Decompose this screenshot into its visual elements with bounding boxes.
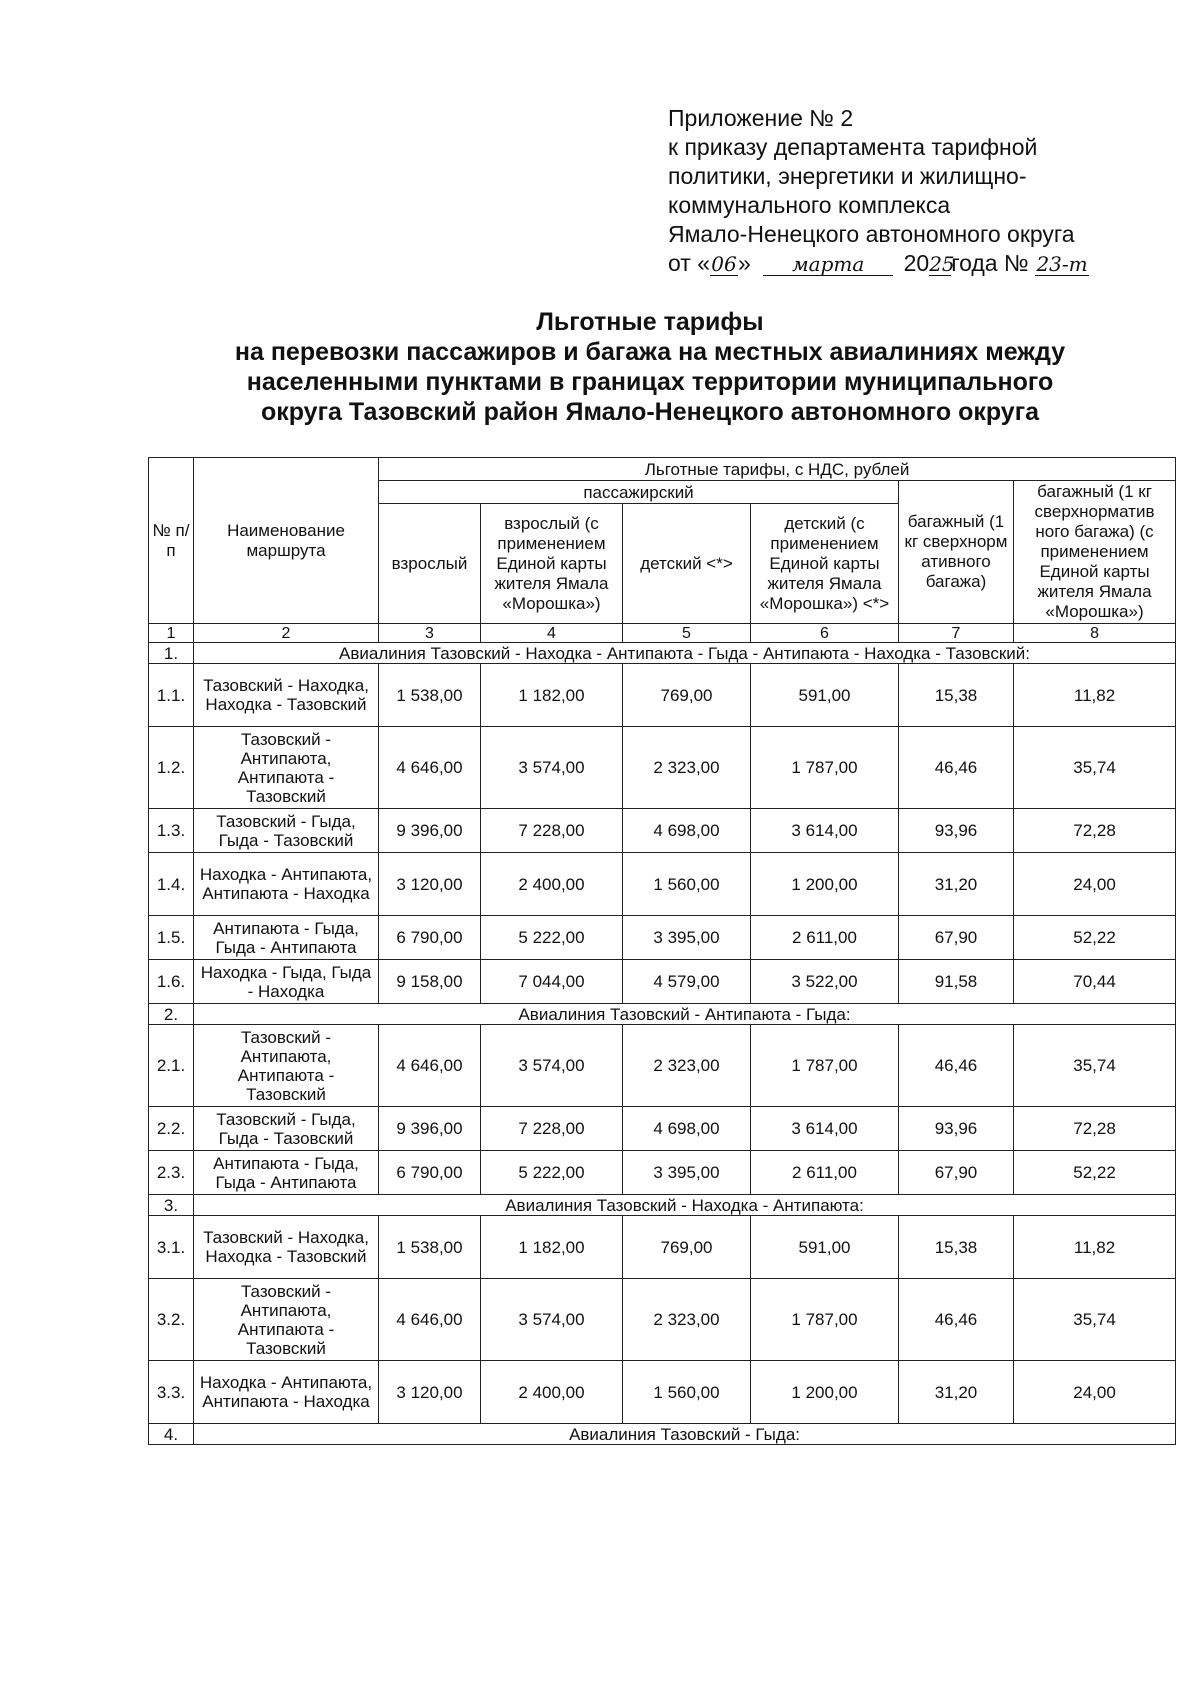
tariff-value: 35,74 xyxy=(1014,1279,1176,1361)
section-index: 4. xyxy=(149,1424,194,1445)
tariff-value: 52,22 xyxy=(1014,1151,1176,1195)
handwritten-day: 06 xyxy=(711,252,737,276)
table-row xyxy=(149,1025,1176,1107)
document-title xyxy=(150,307,1150,427)
tariff-value: 1 787,00 xyxy=(751,727,899,809)
year-prefix: 20 xyxy=(903,250,930,276)
row-index: 2.3. xyxy=(149,1151,194,1195)
tariff-value: 769,00 xyxy=(623,1216,751,1279)
tariff-value: 11,82 xyxy=(1014,1216,1176,1279)
tariff-value: 1 538,00 xyxy=(379,664,481,727)
tariff-value: 91,58 xyxy=(899,960,1014,1004)
section-name: Авиалиния Тазовский - Находка - Антипаюта - Гыда - Антипаюта - Находка - Тазовский: xyxy=(194,643,1176,664)
column-number: 5 xyxy=(623,624,751,643)
appendix-line: коммунального комплекса xyxy=(668,192,951,218)
title-line: населенными пунктами в границах территории муниципального xyxy=(246,368,1054,396)
order-label: года № xyxy=(951,250,1029,276)
route-name: Тазовский - Антипаюта, Антипаюта - Тазовский xyxy=(194,1025,379,1107)
route-name: Тазовский - Антипаюта, Антипаюта - Тазовский xyxy=(194,727,379,809)
tariff-value: 15,38 xyxy=(899,1216,1014,1279)
title-line: на перевозки пассажиров и багажа на местных авиалиниях между xyxy=(234,338,1066,366)
header-tariffs-group: Льготные тарифы, с НДС, рублей xyxy=(379,458,1176,481)
section-index: 1. xyxy=(149,643,194,664)
table-row xyxy=(149,1107,1176,1151)
row-index: 1.2. xyxy=(149,727,194,809)
tariff-value: 93,96 xyxy=(899,809,1014,853)
route-name: Находка - Антипаюта, Антипаюта - Находка xyxy=(194,1361,379,1424)
tariff-value: 1 560,00 xyxy=(623,853,751,916)
table-row xyxy=(149,664,1176,727)
tariff-value: 46,46 xyxy=(899,727,1014,809)
tariff-value: 31,20 xyxy=(899,1361,1014,1424)
tariff-value: 11,82 xyxy=(1014,664,1176,727)
tariff-value: 3 522,00 xyxy=(751,960,899,1004)
row-index: 2.1. xyxy=(149,1025,194,1107)
tariff-value: 3 395,00 xyxy=(623,1151,751,1195)
tariff-value: 4 698,00 xyxy=(623,1107,751,1151)
tariff-value: 31,20 xyxy=(899,853,1014,916)
title-line: Льготные тарифы xyxy=(536,308,764,336)
tariff-value: 3 120,00 xyxy=(379,1361,481,1424)
route-name: Тазовский - Антипаюта, Антипаюта - Тазовский xyxy=(194,1279,379,1361)
title-line: округа Тазовский район Ямало-Ненецкого автономного округа xyxy=(260,398,1040,426)
tariff-value: 9 396,00 xyxy=(379,1107,481,1151)
tariffs-table xyxy=(148,457,1176,1445)
table-row xyxy=(149,809,1176,853)
tariff-value: 2 323,00 xyxy=(623,727,751,809)
header-col8: багажный (1 кг сверхнорматив ного багажа) (с применением Единой карты жителя Ямала «Морошка») xyxy=(1014,481,1176,624)
tariff-value: 24,00 xyxy=(1014,1361,1176,1424)
row-index: 3.3. xyxy=(149,1361,194,1424)
route-name: Находка - Антипаюта, Антипаюта - Находка xyxy=(194,853,379,916)
tariff-value: 4 579,00 xyxy=(623,960,751,1004)
column-number: 2 xyxy=(194,624,379,643)
table-row xyxy=(149,916,1176,960)
section-row xyxy=(149,1195,1176,1216)
tariff-value: 1 182,00 xyxy=(481,664,623,727)
tariff-value: 9 158,00 xyxy=(379,960,481,1004)
tariff-value: 93,96 xyxy=(899,1107,1014,1151)
tariff-value: 1 560,00 xyxy=(623,1361,751,1424)
tariff-value: 5 222,00 xyxy=(481,916,623,960)
tariff-value: 67,90 xyxy=(899,1151,1014,1195)
column-number: 7 xyxy=(899,624,1014,643)
tariff-value: 5 222,00 xyxy=(481,1151,623,1195)
date-mid: » xyxy=(738,250,751,276)
appendix-line: Приложение № 2 xyxy=(668,105,854,131)
tariff-value: 67,90 xyxy=(899,916,1014,960)
section-index: 2. xyxy=(149,1004,194,1025)
tariff-value: 46,46 xyxy=(899,1279,1014,1361)
tariff-value: 70,44 xyxy=(1014,960,1176,1004)
row-index: 3.2. xyxy=(149,1279,194,1361)
table-row xyxy=(149,1216,1176,1279)
tariff-value: 6 790,00 xyxy=(379,1151,481,1195)
row-index: 1.3. xyxy=(149,809,194,853)
row-index: 1.5. xyxy=(149,916,194,960)
route-name: Тазовский - Находка, Находка - Тазовский xyxy=(194,664,379,727)
header-col3: взрослый xyxy=(379,504,481,624)
route-name: Тазовский - Находка, Находка - Тазовский xyxy=(194,1216,379,1279)
tariff-value: 3 614,00 xyxy=(751,809,899,853)
header-passenger-group: пассажирский xyxy=(379,481,899,504)
header-col4: взрослый (с применением Единой карты жителя Ямала «Морошка») xyxy=(481,504,623,624)
table-row xyxy=(149,1279,1176,1361)
header-col7: багажный (1 кг сверхнорм ативного багажа) xyxy=(899,481,1014,624)
table-row xyxy=(149,727,1176,809)
section-name: Авиалиния Тазовский - Находка - Антипаюта: xyxy=(194,1195,1176,1216)
tariff-value: 2 400,00 xyxy=(481,853,623,916)
order-date-line xyxy=(668,249,1168,278)
column-number: 1 xyxy=(149,624,194,643)
tariff-value: 3 395,00 xyxy=(623,916,751,960)
tariff-value: 1 182,00 xyxy=(481,1216,623,1279)
tariff-value: 24,00 xyxy=(1014,853,1176,916)
row-index: 1.6. xyxy=(149,960,194,1004)
tariff-value: 3 120,00 xyxy=(379,853,481,916)
tariff-value: 2 611,00 xyxy=(751,916,899,960)
tariff-value: 1 787,00 xyxy=(751,1025,899,1107)
tariff-value: 35,74 xyxy=(1014,727,1176,809)
tariff-value: 1 538,00 xyxy=(379,1216,481,1279)
tariff-value: 591,00 xyxy=(751,664,899,727)
tariff-value: 3 574,00 xyxy=(481,1279,623,1361)
header-route: Наименование маршрута xyxy=(194,458,379,624)
section-name: Авиалиния Тазовский - Антипаюта - Гыда: xyxy=(194,1004,1176,1025)
tariff-value: 72,28 xyxy=(1014,1107,1176,1151)
section-row xyxy=(149,1424,1176,1445)
section-index: 3. xyxy=(149,1195,194,1216)
tariff-value: 4 646,00 xyxy=(379,1279,481,1361)
tariff-value: 2 400,00 xyxy=(481,1361,623,1424)
tariff-value: 4 646,00 xyxy=(379,727,481,809)
tariff-value: 4 646,00 xyxy=(379,1025,481,1107)
tariff-value: 769,00 xyxy=(623,664,751,727)
row-index: 1.4. xyxy=(149,853,194,916)
tariff-value: 3 614,00 xyxy=(751,1107,899,1151)
column-number: 6 xyxy=(751,624,899,643)
tariff-value: 52,22 xyxy=(1014,916,1176,960)
tariff-value: 591,00 xyxy=(751,1216,899,1279)
route-name: Находка - Гыда, Гыда - Находка xyxy=(194,960,379,1004)
column-number: 3 xyxy=(379,624,481,643)
tariff-value: 6 790,00 xyxy=(379,916,481,960)
table-row xyxy=(149,853,1176,916)
appendix-line: Ямало-Ненецкого автономного округа xyxy=(668,221,1075,247)
header-col6: детский (с применением Единой карты жителя Ямала «Морошка») <*> xyxy=(751,504,899,624)
tariff-value: 1 200,00 xyxy=(751,1361,899,1424)
tariff-value: 2 323,00 xyxy=(623,1025,751,1107)
header-col5: детский <*> xyxy=(623,504,751,624)
tariff-value: 4 698,00 xyxy=(623,809,751,853)
section-row xyxy=(149,1004,1176,1025)
appendix-line: политики, энергетики и жилищно- xyxy=(668,163,1027,189)
table-row xyxy=(149,960,1176,1004)
handwritten-year: 25 xyxy=(929,252,955,276)
row-index: 1.1. xyxy=(149,664,194,727)
handwritten-order-number: 23-т xyxy=(1036,252,1088,276)
route-name: Тазовский - Гыда, Гыда - Тазовский xyxy=(194,1107,379,1151)
section-name: Авиалиния Тазовский - Гыда: xyxy=(194,1424,1176,1445)
handwritten-month: марта xyxy=(763,253,893,276)
column-number-row xyxy=(149,624,1176,643)
row-index: 2.2. xyxy=(149,1107,194,1151)
tariff-value: 46,46 xyxy=(899,1025,1014,1107)
row-index: 3.1. xyxy=(149,1216,194,1279)
tariff-value: 2 611,00 xyxy=(751,1151,899,1195)
tariff-value: 7 228,00 xyxy=(481,1107,623,1151)
table-row xyxy=(149,1151,1176,1195)
date-prefix: от « xyxy=(668,250,711,276)
table-row xyxy=(149,1361,1176,1424)
tariff-value: 3 574,00 xyxy=(481,1025,623,1107)
tariff-value: 7 044,00 xyxy=(481,960,623,1004)
tariff-value: 35,74 xyxy=(1014,1025,1176,1107)
appendix-block xyxy=(668,104,1168,278)
section-row xyxy=(149,643,1176,664)
route-name: Тазовский - Гыда, Гыда - Тазовский xyxy=(194,809,379,853)
tariff-value: 72,28 xyxy=(1014,809,1176,853)
tariff-value: 1 200,00 xyxy=(751,853,899,916)
tariff-value: 7 228,00 xyxy=(481,809,623,853)
column-number: 8 xyxy=(1014,624,1176,643)
header-num: № п/п xyxy=(149,458,194,624)
route-name: Антипаюта - Гыда, Гыда - Антипаюта xyxy=(194,1151,379,1195)
route-name: Антипаюта - Гыда, Гыда - Антипаюта xyxy=(194,916,379,960)
tariff-value: 1 787,00 xyxy=(751,1279,899,1361)
appendix-line: к приказу департамента тарифной xyxy=(668,134,1038,160)
tariff-value: 3 574,00 xyxy=(481,727,623,809)
tariff-value: 15,38 xyxy=(899,664,1014,727)
column-number: 4 xyxy=(481,624,623,643)
tariff-value: 9 396,00 xyxy=(379,809,481,853)
tariff-value: 2 323,00 xyxy=(623,1279,751,1361)
